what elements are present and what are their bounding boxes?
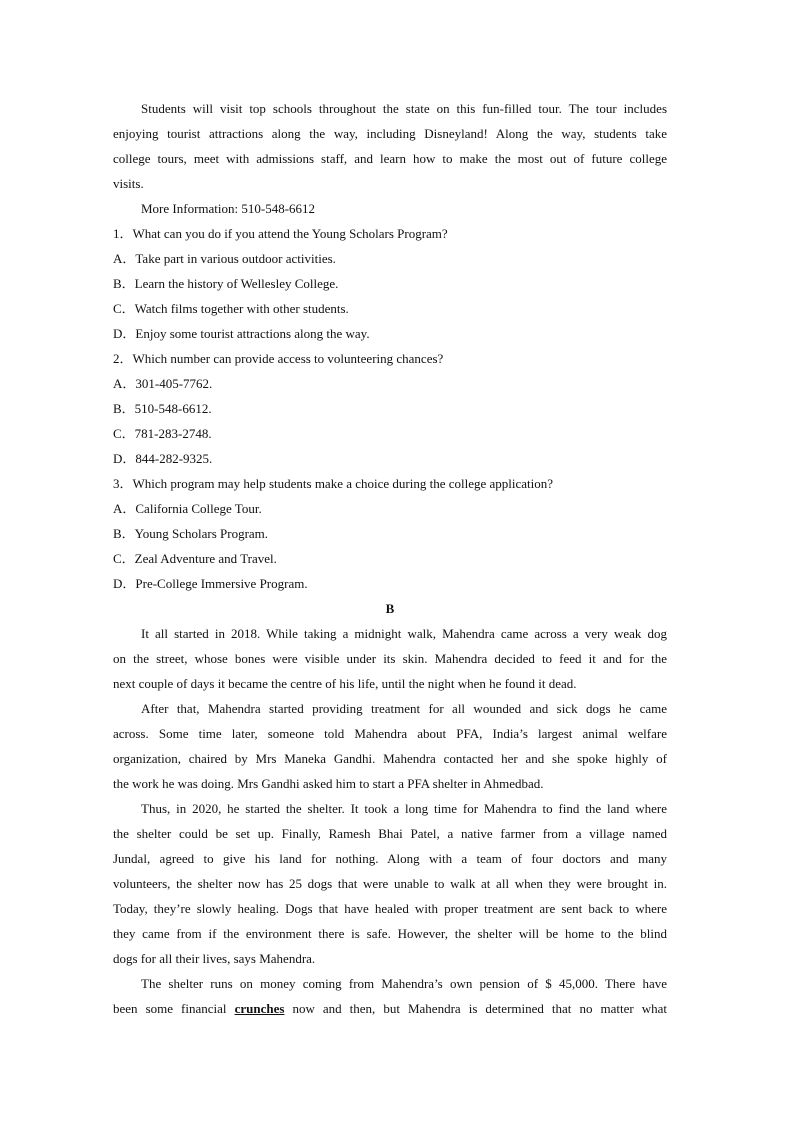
- p3-line-5: Today, they’re slowly healing. Dogs that have healed with proper treatment are sent back to where: [113, 901, 667, 916]
- question-1-option-d: D．Enjoy some tourist attractions along the way.: [113, 326, 370, 341]
- highlighted-word-crunches: crunches: [234, 1001, 285, 1016]
- p4-line-2-before: been some financial: [113, 1001, 235, 1016]
- intro-line-1: Students will visit top schools throughout the state on this fun-filled tour. The tour includes: [141, 101, 667, 116]
- question-2-option-a: A．301-405-7762.: [113, 376, 213, 391]
- document-page: [113, 96, 667, 1021]
- question-1-option-b: B．Learn the history of Wellesley College.: [113, 276, 339, 291]
- question-2-option-c: C．781-283-2748.: [113, 426, 212, 441]
- intro-line-2: enjoying tourist attractions along the way, including Disneyland! Along the way, students take: [113, 126, 667, 141]
- p4-line-2: [113, 996, 667, 1021]
- p3-line-2: the shelter could be set up. Finally, Ramesh Bhai Patel, a native farmer from a village named: [113, 826, 667, 841]
- p3-line-4: volunteers, the shelter now has 25 dogs that were unable to walk at all when they were brought in.: [113, 876, 667, 891]
- intro-line-3: college tours, meet with admissions staff, and learn how to make the most out of future college: [113, 151, 667, 166]
- p4-line-2-after: now and then, but Mahendra is determined that no matter what: [284, 1001, 667, 1016]
- p1-line-2: on the street, whose bones were visible under its skin. Mahendra decided to feed it and for the: [113, 651, 667, 666]
- question-3-option-b: B．Young Scholars Program.: [113, 526, 269, 541]
- p2-line-4: the work he was doing. Mrs Gandhi asked him to start a PFA shelter in Ahmedbad.: [113, 776, 544, 791]
- p3-line-6: they came from if the environment there is safe. However, the shelter will be home to the blind: [113, 926, 667, 941]
- section-b-heading: B: [385, 601, 395, 616]
- p1-line-1: It all started in 2018. While taking a midnight walk, Mahendra came across a very weak dog: [141, 626, 667, 641]
- p4-line-1: The shelter runs on money coming from Mahendra’s own pension of $ 45,000. There have: [141, 976, 667, 991]
- question-3-stem: 3．Which program may help students make a choice during the college application?: [113, 476, 554, 491]
- question-3-option-c: C．Zeal Adventure and Travel.: [113, 551, 277, 566]
- question-3-option-d: D．Pre-College Immersive Program.: [113, 576, 308, 591]
- p3-line-3: Jundal, agreed to give his land for nothing. Along with a team of four doctors and many: [113, 851, 667, 866]
- p3-line-7: dogs for all their lives, says Mahendra.: [113, 951, 316, 966]
- p3-line-1: Thus, in 2020, he started the shelter. It took a long time for Mahendra to find the land where: [141, 801, 667, 816]
- p2-line-2: across. Some time later, someone told Mahendra about PFA, India’s largest animal welfare: [113, 726, 667, 741]
- question-2-option-d: D．844-282-9325.: [113, 451, 213, 466]
- question-2-option-b: B．510-548-6612.: [113, 401, 212, 416]
- question-1-option-a: A．Take part in various outdoor activities.: [113, 251, 336, 266]
- question-1-option-c: C．Watch films together with other students.: [113, 301, 349, 316]
- intro-line-4: visits.: [113, 176, 144, 191]
- p2-line-3: organization, chaired by Mrs Maneka Gandhi. Mahendra contacted her and she spoke highly of: [113, 751, 667, 766]
- question-1-stem: 1．What can you do if you attend the Young Scholars Program?: [113, 226, 448, 241]
- p1-line-3: next couple of days it became the centre of his life, until the night when he found it dead.: [113, 676, 577, 691]
- more-info: More Information: 510-548-6612: [141, 201, 316, 216]
- question-2-stem: 2．Which number can provide access to volunteering chances?: [113, 351, 444, 366]
- question-3-option-a: A．California College Tour.: [113, 501, 262, 516]
- p2-line-1: After that, Mahendra started providing treatment for all wounded and sick dogs he came: [141, 701, 667, 716]
